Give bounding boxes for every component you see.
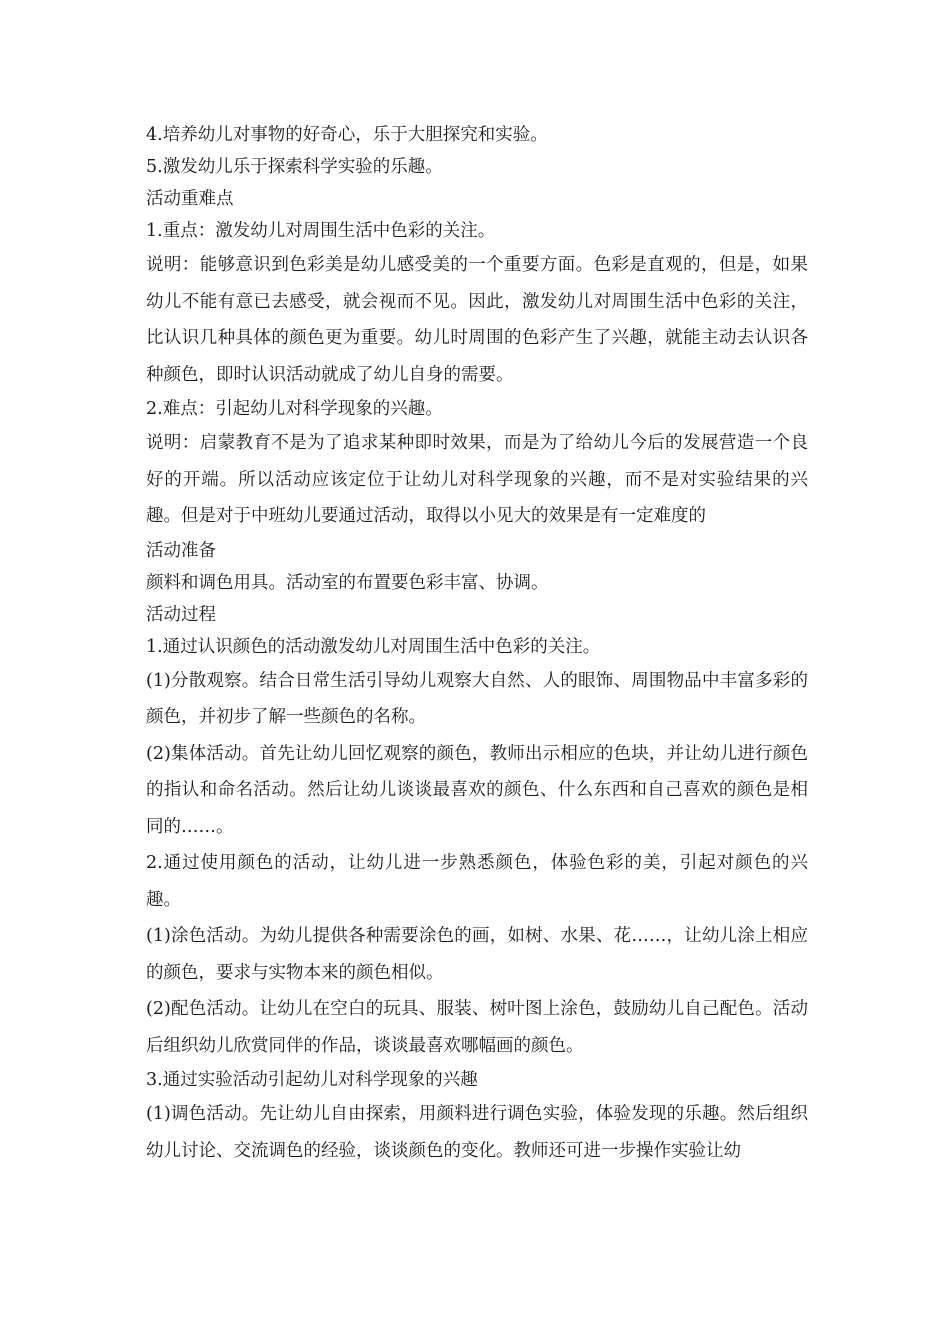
- process-step-2-1: (1)涂色活动。为幼儿提供各种需要涂色的画，如树、水果、花……，让幼儿涂上相应的颜色，要求与实物本来的颜色相似。: [146, 926, 808, 983]
- key-point-1: 1.重点：激发幼儿对周围生活中色彩的关注。: [146, 221, 496, 241]
- process-step-3: 3.通过实验活动引起幼儿对科学现象的兴趣: [146, 1070, 478, 1090]
- process-step-1: 1.通过认识颜色的活动激发幼儿对周围生活中色彩的关注。: [146, 636, 601, 657]
- difficult-point-2-explanation: 说明：启蒙教育不是为了追求某种即时效果，而是为了给幼儿今后的发展营造一个良好的开端。所以活动应该定位于让幼儿对科学现象的兴趣，而不是对实验结果的兴趣。但是对于中班幼儿要通过活动，取得以小见大的效果是有一定难度的: [146, 433, 808, 526]
- objective-4: 4.培养幼儿对事物的好奇心，乐于大胆探究和实验。: [146, 125, 548, 145]
- preparation-text: 颜料和调色用具。活动室的布置要色彩丰富、协调。: [146, 572, 549, 593]
- document-page: [146, 119, 808, 1169]
- process-step-1-2: (2)集体活动。首先让幼儿回忆观察的颜色，教师出示相应的色块，并让幼儿进行颜色的指认和命名活动。然后让幼儿谈谈最喜欢的颜色、什么东西和自己喜欢的颜色是相同的……。: [146, 743, 808, 837]
- section-heading-key-points: 活动重难点: [146, 189, 234, 209]
- process-step-3-1: (1)调色活动。先让幼儿自由探索，用颜料进行调色实验，体验发现的乐趣。然后组织幼儿讨论、交流调色的经验，谈谈颜色的变化。教师还可进一步操作实验让幼: [146, 1104, 808, 1161]
- process-step-2: 2.通过使用颜色的活动，让幼儿进一步熟悉颜色，体验色彩的美，引起对颜色的兴趣。: [146, 853, 808, 910]
- process-step-1-1: (1)分散观察。结合日常生活引导幼儿观察大自然、人的眼饰、周围物品中丰富多彩的颜色，并初步了解一些颜色的名称。: [146, 670, 808, 727]
- difficult-point-2: 2.难点：引起幼儿对科学现象的兴趣。: [146, 399, 443, 419]
- section-heading-process: 活动过程: [146, 604, 216, 625]
- objective-5: 5.激发幼儿乐于探索科学实验的乐趣。: [146, 157, 443, 177]
- section-heading-preparation: 活动准备: [146, 540, 216, 561]
- process-step-2-2: (2)配色活动。让幼儿在空白的玩具、服装、树叶图上涂色，鼓励幼儿自己配色。活动后组织幼儿欣赏同伴的作品，谈谈最喜欢哪幅画的颜色。: [146, 999, 808, 1056]
- key-point-1-explanation: 说明：能够意识到色彩美是幼儿感受美的一个重要方面。色彩是直观的，但是，如果幼儿不能有意已去感受，就会视而不见。因此，激发幼儿对周围生活中色彩的关注，比认识几种具体的颜色更为重要。幼儿时周围的色彩产生了兴趣，就能主动去认识各种颜色，即时认识活动就成了幼儿自身的需要。: [146, 255, 808, 385]
